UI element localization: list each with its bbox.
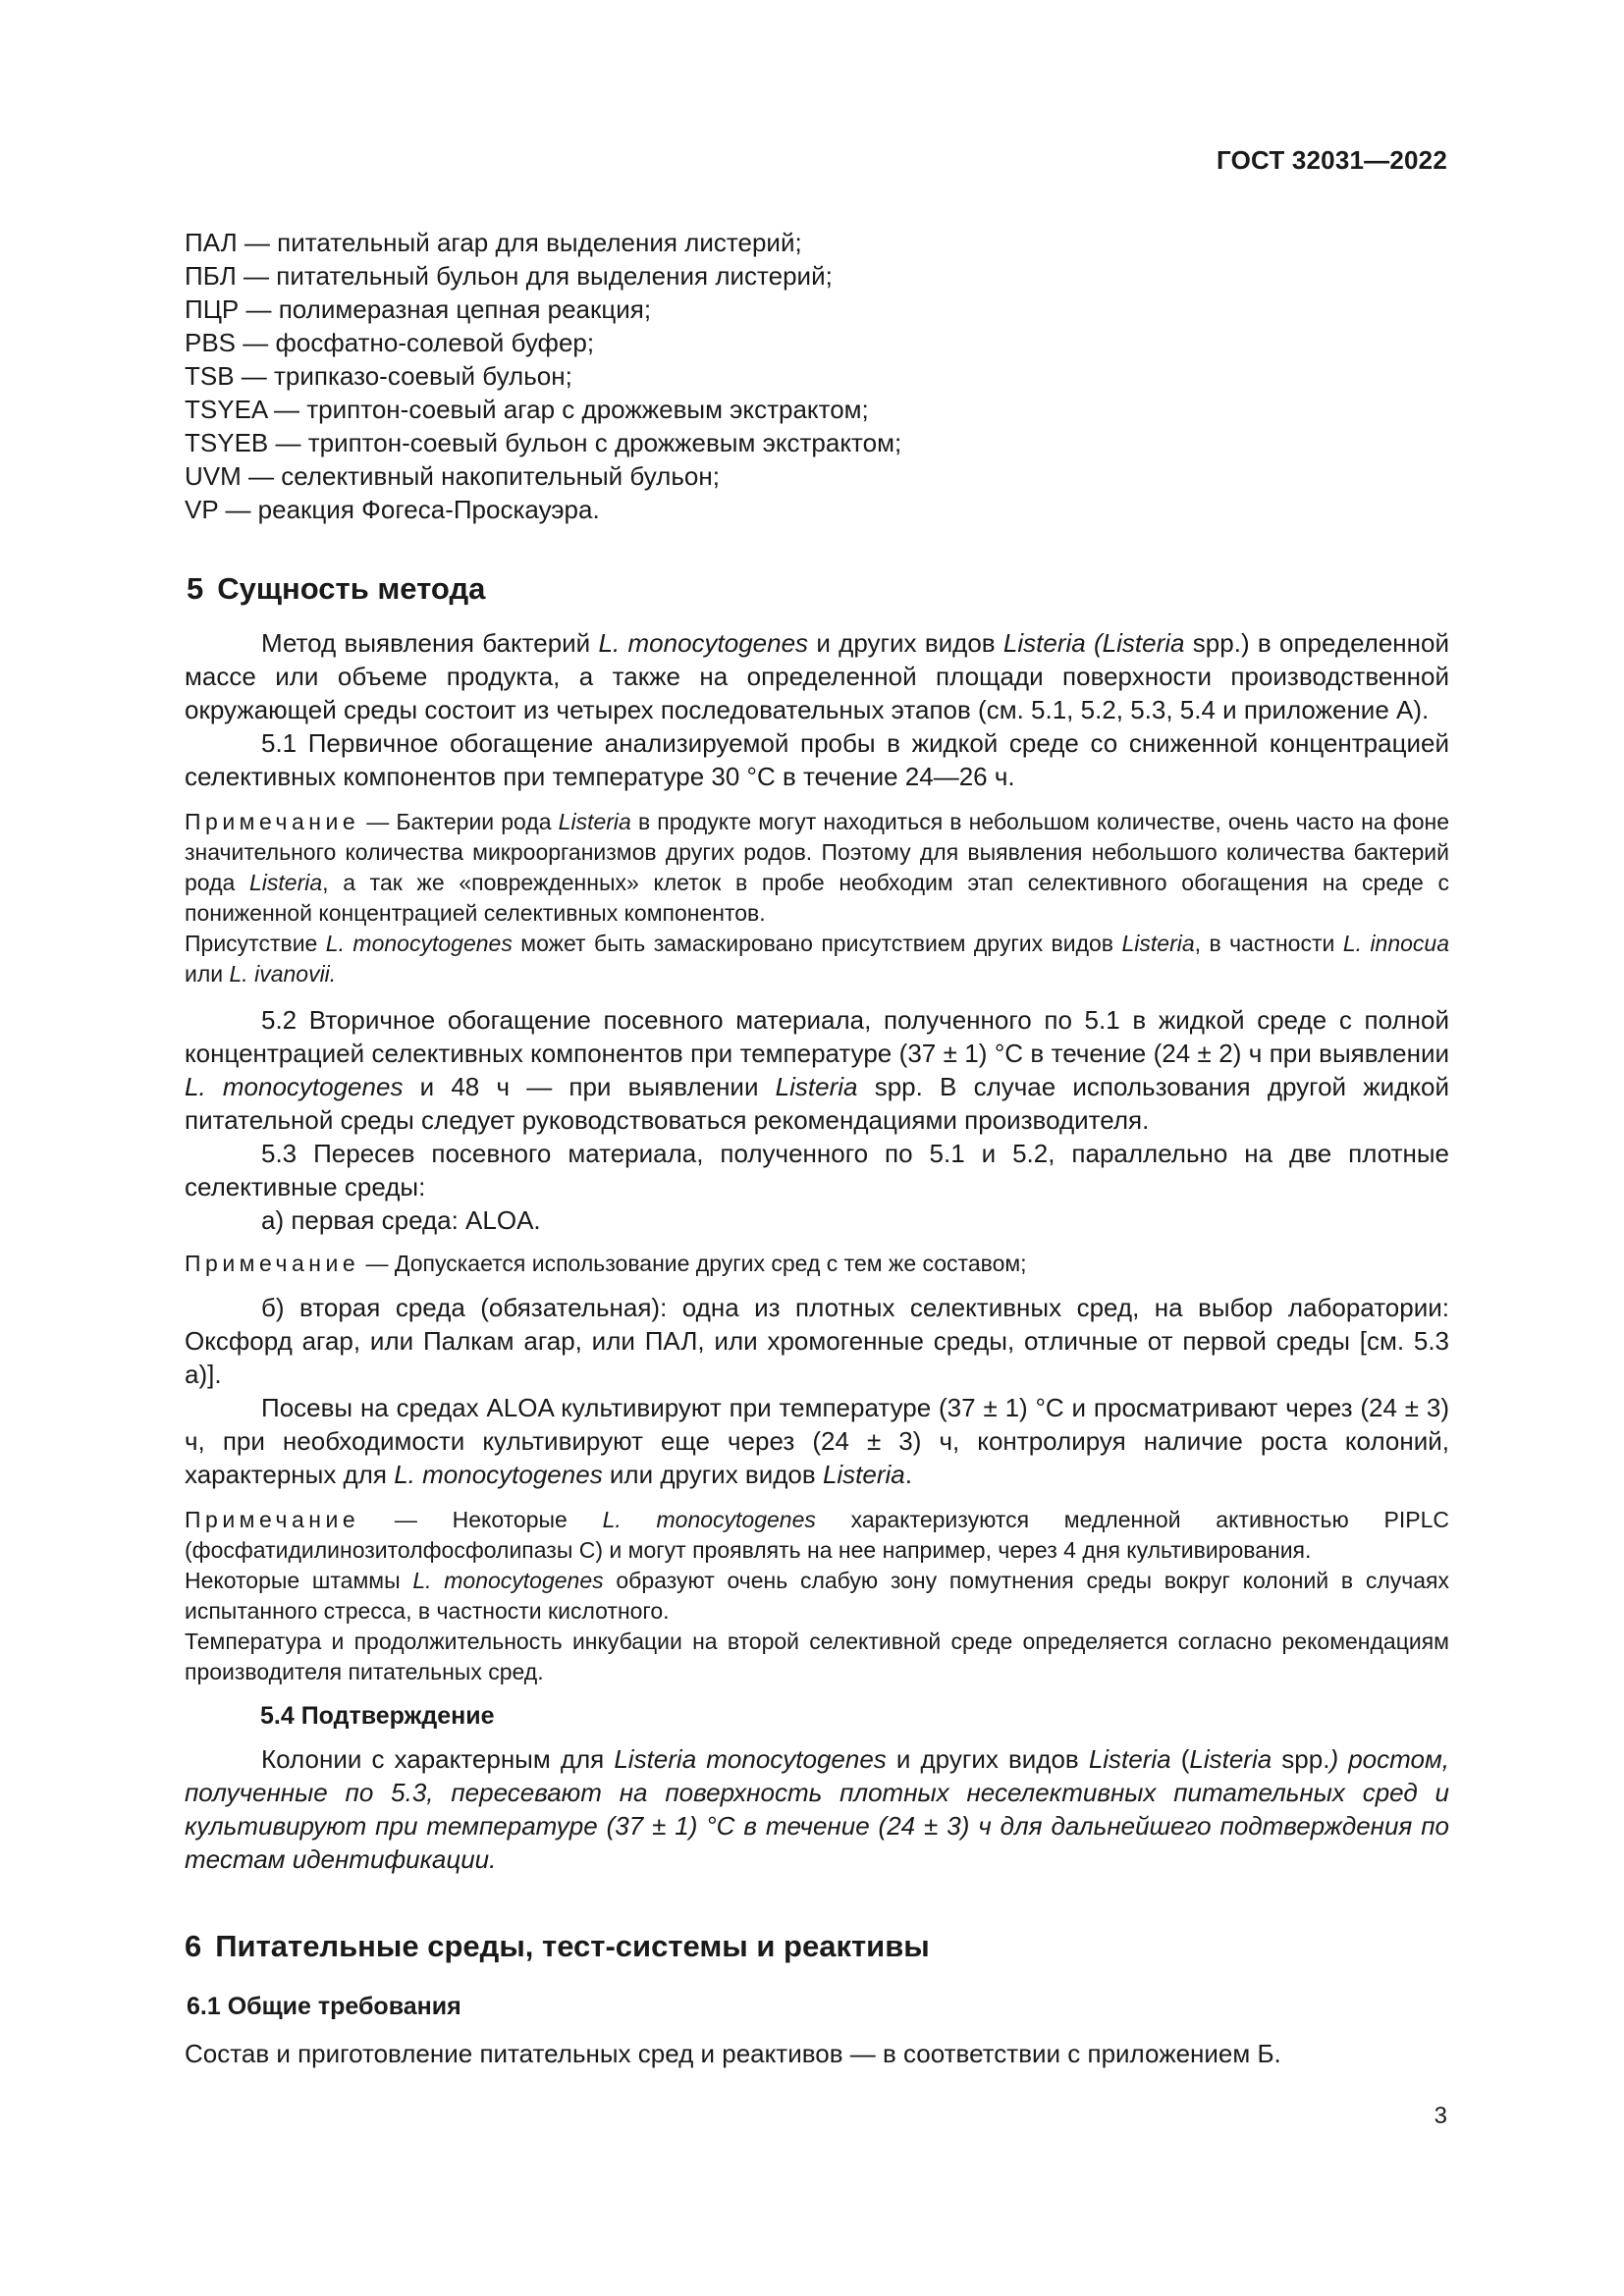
note-5-1: Примечание — Бактерии рода Listeria в продукте могут находиться в небольшом количестве, очень часто на фоне значительного количества микроорганизмов других родов. Поэтому для выявления небольшого количества бактерий рода Listeria, а так же «поврежденных» клеток в пробе необходим этап селективного обогащения на среде с пониженной концентрацией селективных компонентов.: [185, 809, 1450, 926]
abbreviation-item: TSB — трипказо-соевый бульон;: [185, 361, 572, 391]
paragraph-aloa: Посевы на средах ALOA культивируют при температуре (37 ± 1) °С и просматривают через (24 ± 3) ч, при необходимости культивируют еще через (24 ± 3) ч, контролируя наличие роста колоний, характерных для L. monocytogenes или других видов Listeria.: [185, 1393, 1449, 1489]
abbreviation-item: TSYEA — триптон-соевый агар с дрожжевым экстрактом;: [185, 395, 869, 424]
note-5-3: Примечание — Допускается использование других сред с тем же составом;: [185, 1251, 1027, 1276]
note-5-1-continuation: Присутствие L. monocytogenes может быть замаскировано присутствием других видов Listeria, в частности L. innocua или L. ivanovii.: [185, 931, 1450, 987]
section-6-number: 6: [185, 1929, 202, 1963]
note-label: Примечание: [185, 1507, 360, 1532]
abbreviation-list: [185, 226, 1451, 526]
note-aloa: Примечание — Некоторые L. monocytogenes характеризуются медленной активностью PIPLC (фосфатидилинозитолфосфолипазы С) и могут проявлять на нее например, через 4 дня культивирования.: [185, 1507, 1449, 1563]
paragraph-5-4: Колонии с характерным для Listeria monocytogenes и других видов Listeria (Listeria spp.) ростом, полученные по 5.3, пересевают на поверхность плотных неселективных питательных сред и культивируют при температуре (37 ± 1) °С в течение (24 ± 3) ч для дальнейшего подтверждения по тестам идентификации.: [185, 1744, 1449, 1874]
abbreviation-item: TSYEB — триптон-соевый бульон с дрожжевым экстрактом;: [185, 428, 902, 457]
abbreviation-item: PBS — фосфатно-солевой буфер;: [185, 328, 595, 357]
paragraph-5-1: 5.1 Первичное обогащение анализируемой пробы в жидкой среде со сниженной концентрацией селективных компонентов при температуре 30 °С в течение 24—26 ч.: [185, 728, 1449, 791]
section-5-title: Сущность метода: [217, 571, 486, 606]
standard-code: ГОСТ 32031—2022: [1217, 145, 1447, 175]
page-number: 3: [1434, 2103, 1447, 2129]
abbreviation-item: VP — реакция Фогеса-Проскауэра.: [185, 495, 600, 524]
paragraph-6-1: Состав и приготовление питательных сред и реактивов — в соответствии с приложением Б.: [185, 2039, 1281, 2068]
subsection-6-1-heading: 6.1 Общие требования: [187, 1993, 461, 2020]
section-5-intro-paragraph: Метод выявления бактерий L. monocytogenes и других видов Listeria (Listeria spp.) в определенной массе или объеме продукта, а также на определенной площади поверхности производственной окружающей среды состоит из четырех последовательных этапов (см. 5.1, 5.2, 5.3, 5.4 и приложение А).: [185, 628, 1449, 724]
note-label: Примечание: [185, 809, 360, 834]
section-5-heading: [185, 569, 1449, 609]
section-6-heading: [185, 1927, 1449, 1966]
main-content: [185, 560, 1449, 2070]
paragraph-5-2: 5.2 Вторичное обогащение посевного материала, полученного по 5.1 в жидкой среде с полной концентрацией селективных компонентов при температуре (37 ± 1) °С в течение (24 ± 2) ч при выявлении L. monocytogenes и 48 ч — при выявлении Listeria spp. В случае использования другой жидкой питательной среды следует руководствоваться рекомендациями производителя.: [185, 1005, 1449, 1135]
section-6-title: Питательные среды, тест-системы и реактивы: [215, 1929, 930, 1963]
section-5-number: 5: [187, 571, 204, 606]
abbreviation-item: UVM — селективный накопительный бульон;: [185, 461, 720, 491]
abbreviation-item: ПАЛ — питательный агар для выделения листерий;: [185, 228, 802, 257]
note-aloa-continuation-1: Некоторые штаммы L. monocytogenes образуют очень слабую зону помутнения среды вокруг колоний в случаях испытанного стресса, в частности кислотного.: [185, 1568, 1449, 1624]
abbreviation-item: ПБЛ — питательный бульон для выделения листерий;: [185, 261, 833, 291]
subsection-5-4-heading: 5.4 Подтверждение: [260, 1702, 495, 1730]
paragraph-5-3: 5.3 Пересев посевного материала, полученного по 5.1 и 5.2, параллельно на две плотные селективные среды:: [185, 1139, 1449, 1201]
note-label: Примечание: [185, 1251, 360, 1276]
paragraph-5-3-b: б) вторая среда (обязательная): одна из плотных селективных сред, на выбор лаборатории: Оксфорд агар, или Палкам агар, или ПАЛ, или хромогенные среды, отличные от первой среды [см. 5.3 а)].: [185, 1293, 1449, 1389]
paragraph-5-3-a: а) первая среда: ALOA.: [261, 1205, 541, 1235]
note-aloa-continuation-2: Температура и продолжительность инкубации на второй селективной среде определяется согласно рекомендациям производителя питательных сред.: [185, 1629, 1449, 1684]
abbreviation-item: ПЦР — полимеразная цепная реакция;: [185, 294, 652, 324]
